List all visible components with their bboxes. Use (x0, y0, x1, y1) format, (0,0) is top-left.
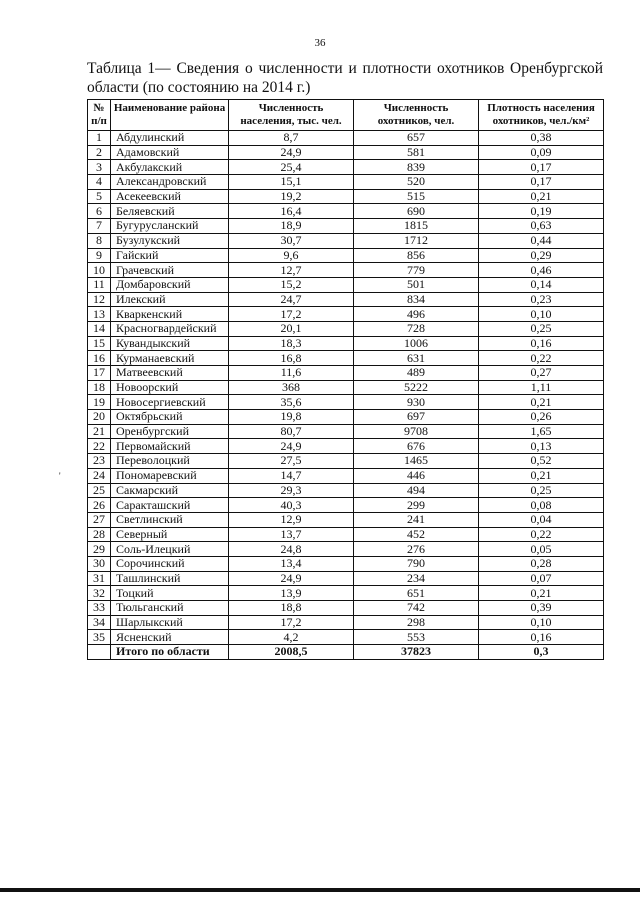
total-cell (88, 645, 111, 660)
table-cell: 0,13 (479, 439, 604, 454)
table-cell: 581 (354, 145, 479, 160)
table-row (88, 410, 604, 425)
table-cell: 0,46 (479, 263, 604, 278)
table-cell: Тоцкий (111, 586, 229, 601)
table-cell: 553 (354, 630, 479, 645)
table-cell: 29,3 (229, 483, 354, 498)
table-cell: Грачевский (111, 263, 229, 278)
table-cell: 742 (354, 601, 479, 616)
stray-mark: ' (59, 471, 61, 481)
table-cell: 30 (88, 556, 111, 571)
table-row (88, 527, 604, 542)
table-body (88, 131, 604, 660)
table-cell: 1,11 (479, 380, 604, 395)
table-cell: Бузулукский (111, 233, 229, 248)
table-row (88, 556, 604, 571)
table-cell: 21 (88, 424, 111, 439)
table-cell: 0,21 (479, 395, 604, 410)
table-cell: 446 (354, 468, 479, 483)
table-cell: 4,2 (229, 630, 354, 645)
table-cell: 0,26 (479, 410, 604, 425)
table-cell: 0,52 (479, 454, 604, 469)
table-cell: 0,25 (479, 321, 604, 336)
table-row (88, 219, 604, 234)
table-cell: 0,23 (479, 292, 604, 307)
table-cell: 5 (88, 189, 111, 204)
table-cell: 0,28 (479, 556, 604, 571)
table-cell: 0,07 (479, 571, 604, 586)
table-cell: 28 (88, 527, 111, 542)
table-cell: 8,7 (229, 131, 354, 146)
table-cell: 8 (88, 233, 111, 248)
header-cell: Плотность населения охотников, чел./км² (479, 100, 604, 131)
table-cell: 496 (354, 307, 479, 322)
table-row (88, 615, 604, 630)
table-cell: Гайский (111, 248, 229, 263)
table-cell: 690 (354, 204, 479, 219)
table-cell: 0,16 (479, 630, 604, 645)
table-row (88, 483, 604, 498)
table-cell: 13,9 (229, 586, 354, 601)
table-cell: Шарлыкский (111, 615, 229, 630)
table-cell: Саракташский (111, 498, 229, 513)
table-cell: 80,7 (229, 424, 354, 439)
table-cell: 12 (88, 292, 111, 307)
table-row (88, 233, 604, 248)
table-cell: 19,2 (229, 189, 354, 204)
table-cell: Новосергиевский (111, 395, 229, 410)
table-row (88, 380, 604, 395)
table-cell: 5222 (354, 380, 479, 395)
table-cell: Северный (111, 527, 229, 542)
table-cell: 15,1 (229, 175, 354, 190)
total-cell: 0,3 (479, 645, 604, 660)
table-cell: Матвеевский (111, 366, 229, 381)
table-cell: 29 (88, 542, 111, 557)
table-cell: 31 (88, 571, 111, 586)
table-cell: Асекеевский (111, 189, 229, 204)
table-row (88, 131, 604, 146)
table-cell: 24 (88, 468, 111, 483)
table-cell: 0,44 (479, 233, 604, 248)
table-cell: Адамовский (111, 145, 229, 160)
table-cell: 13 (88, 307, 111, 322)
table-cell: Курманаевский (111, 351, 229, 366)
table-cell: 0,21 (479, 189, 604, 204)
table-row (88, 336, 604, 351)
table-row (88, 542, 604, 557)
table-cell: 15 (88, 336, 111, 351)
table-cell: 515 (354, 189, 479, 204)
table-cell: 520 (354, 175, 479, 190)
table-cell: 30,7 (229, 233, 354, 248)
table-cell: 697 (354, 410, 479, 425)
table-cell: 17 (88, 366, 111, 381)
table-cell: 241 (354, 512, 479, 527)
table-cell: 501 (354, 277, 479, 292)
table-cell: Ясненский (111, 630, 229, 645)
table-cell: 2 (88, 145, 111, 160)
table-cell: 11 (88, 277, 111, 292)
table-cell: 676 (354, 439, 479, 454)
table-cell: 631 (354, 351, 479, 366)
table-cell: 489 (354, 366, 479, 381)
table-cell: 40,3 (229, 498, 354, 513)
page-number: 36 (314, 37, 326, 49)
table-cell: Новоорский (111, 380, 229, 395)
table-cell: 0,22 (479, 527, 604, 542)
table-cell: 0,14 (479, 277, 604, 292)
table-cell: Первомайский (111, 439, 229, 454)
table-cell: 24,9 (229, 439, 354, 454)
table-cell: 0,10 (479, 615, 604, 630)
table-row (88, 424, 604, 439)
table-cell: 25 (88, 483, 111, 498)
table-row (88, 189, 604, 204)
total-cell: 2008,5 (229, 645, 354, 660)
table-cell: 839 (354, 160, 479, 175)
table-row (88, 366, 604, 381)
table-cell: Сакмарский (111, 483, 229, 498)
table-cell: 16,8 (229, 351, 354, 366)
table-cell: 0,29 (479, 248, 604, 263)
table-cell: 0,63 (479, 219, 604, 234)
table-row (88, 630, 604, 645)
table-cell: Октябрьский (111, 410, 229, 425)
table-cell: 20 (88, 410, 111, 425)
table-row (88, 468, 604, 483)
table-cell: 1465 (354, 454, 479, 469)
table-cell: 24,7 (229, 292, 354, 307)
table-row (88, 351, 604, 366)
table-cell: 0,05 (479, 542, 604, 557)
table-cell: 19 (88, 395, 111, 410)
table-row (88, 321, 604, 336)
table-cell: 24,9 (229, 145, 354, 160)
table-cell: 7 (88, 219, 111, 234)
table-cell: 13,7 (229, 527, 354, 542)
table-cell: Домбаровский (111, 277, 229, 292)
table-cell: 1815 (354, 219, 479, 234)
table-row (88, 263, 604, 278)
table-row (88, 277, 604, 292)
table-cell: 651 (354, 586, 479, 601)
table-row (88, 145, 604, 160)
table-cell: 0,38 (479, 131, 604, 146)
table-row (88, 512, 604, 527)
table-row (88, 586, 604, 601)
table-cell: 27,5 (229, 454, 354, 469)
table-cell: 9 (88, 248, 111, 263)
table-cell: 1712 (354, 233, 479, 248)
table-cell: 35 (88, 630, 111, 645)
table-cell: 0,27 (479, 366, 604, 381)
table-cell: 18,3 (229, 336, 354, 351)
table-row (88, 292, 604, 307)
table-cell: 22 (88, 439, 111, 454)
table-cell: 32 (88, 586, 111, 601)
table-cell: 24,9 (229, 571, 354, 586)
header-cell: Наименование района (111, 100, 229, 131)
table-cell: 12,9 (229, 512, 354, 527)
table-cell: 0,21 (479, 468, 604, 483)
table-cell: Кваркенский (111, 307, 229, 322)
table-cell: 779 (354, 263, 479, 278)
table-cell: 856 (354, 248, 479, 263)
table-cell: 18 (88, 380, 111, 395)
table-cell: 494 (354, 483, 479, 498)
table-cell: 17,2 (229, 307, 354, 322)
table-cell: 728 (354, 321, 479, 336)
table-cell: Соль-Илецкий (111, 542, 229, 557)
table-cell: 657 (354, 131, 479, 146)
table-row (88, 175, 604, 190)
table-row (88, 601, 604, 616)
table-cell: 10 (88, 263, 111, 278)
header-cell: Численность охотников, чел. (354, 100, 479, 131)
table-cell: Сорочинский (111, 556, 229, 571)
table-cell: Акбулакский (111, 160, 229, 175)
table-cell: 790 (354, 556, 479, 571)
table-cell: Светлинский (111, 512, 229, 527)
table-cell: 18,9 (229, 219, 354, 234)
table-cell: 298 (354, 615, 479, 630)
table-cell: Переволоцкий (111, 454, 229, 469)
table-cell: 3 (88, 160, 111, 175)
table-cell: 0,22 (479, 351, 604, 366)
table-cell: Тюльганский (111, 601, 229, 616)
table-row (88, 204, 604, 219)
table-cell: 17,2 (229, 615, 354, 630)
table-cell: 34 (88, 615, 111, 630)
table-cell: 6 (88, 204, 111, 219)
table-cell: 19,8 (229, 410, 354, 425)
table-cell: 33 (88, 601, 111, 616)
table-row (88, 571, 604, 586)
table-cell: 1,65 (479, 424, 604, 439)
table-cell: 4 (88, 175, 111, 190)
table-cell: 18,8 (229, 601, 354, 616)
table-cell: 0,16 (479, 336, 604, 351)
table-cell: 452 (354, 527, 479, 542)
table-cell: Александровский (111, 175, 229, 190)
table-cell: 0,10 (479, 307, 604, 322)
table-cell: 276 (354, 542, 479, 557)
table-caption: Таблица 1— Сведения о численности и плотности охотников Оренбургской области (по состоянию на 2014 г.) (87, 60, 603, 96)
table-cell: 14,7 (229, 468, 354, 483)
table-cell: 12,7 (229, 263, 354, 278)
table-row (88, 439, 604, 454)
table-cell: 234 (354, 571, 479, 586)
table-cell: 24,8 (229, 542, 354, 557)
table-cell: Пономаревский (111, 468, 229, 483)
table-cell: 9,6 (229, 248, 354, 263)
table-cell: 25,4 (229, 160, 354, 175)
table-cell: 368 (229, 380, 354, 395)
hunters-table (87, 99, 604, 660)
table-cell: Бугурусланский (111, 219, 229, 234)
table-cell: 27 (88, 512, 111, 527)
table-cell: 0,04 (479, 512, 604, 527)
table-cell: 299 (354, 498, 479, 513)
table-cell: 16,4 (229, 204, 354, 219)
table-cell: 9708 (354, 424, 479, 439)
table-cell: 0,21 (479, 586, 604, 601)
header-cell: № п/п (88, 100, 111, 131)
table-cell: 1 (88, 131, 111, 146)
total-row (88, 645, 604, 660)
bottom-rule (0, 888, 640, 892)
table-cell: 0,09 (479, 145, 604, 160)
table-row (88, 498, 604, 513)
table-cell: 0,19 (479, 204, 604, 219)
table-cell: 11,6 (229, 366, 354, 381)
table-cell: 23 (88, 454, 111, 469)
table-cell: Красногвардейский (111, 321, 229, 336)
table-cell: Беляевский (111, 204, 229, 219)
table-cell: 0,08 (479, 498, 604, 513)
header-row (88, 100, 604, 131)
table-cell: 15,2 (229, 277, 354, 292)
table-cell: 930 (354, 395, 479, 410)
table-cell: Оренбургский (111, 424, 229, 439)
table-cell: Кувандыкский (111, 336, 229, 351)
table-cell: 13,4 (229, 556, 354, 571)
table-row (88, 248, 604, 263)
table-cell: 0,17 (479, 175, 604, 190)
table-cell: 16 (88, 351, 111, 366)
table-cell: 14 (88, 321, 111, 336)
total-cell: 37823 (354, 645, 479, 660)
table-cell: 0,39 (479, 601, 604, 616)
table-cell: 1006 (354, 336, 479, 351)
table-row (88, 454, 604, 469)
table-row (88, 395, 604, 410)
table-cell: 0,25 (479, 483, 604, 498)
table-cell: Илекский (111, 292, 229, 307)
table-cell: Абдулинский (111, 131, 229, 146)
table-cell: 26 (88, 498, 111, 513)
header-cell: Численность населения, тыс. чел. (229, 100, 354, 131)
table-cell: 35,6 (229, 395, 354, 410)
table-row (88, 160, 604, 175)
table-cell: 20,1 (229, 321, 354, 336)
table-row (88, 307, 604, 322)
table-cell: 834 (354, 292, 479, 307)
total-cell: Итого по области (111, 645, 229, 660)
table-cell: Ташлинский (111, 571, 229, 586)
table-cell: 0,17 (479, 160, 604, 175)
